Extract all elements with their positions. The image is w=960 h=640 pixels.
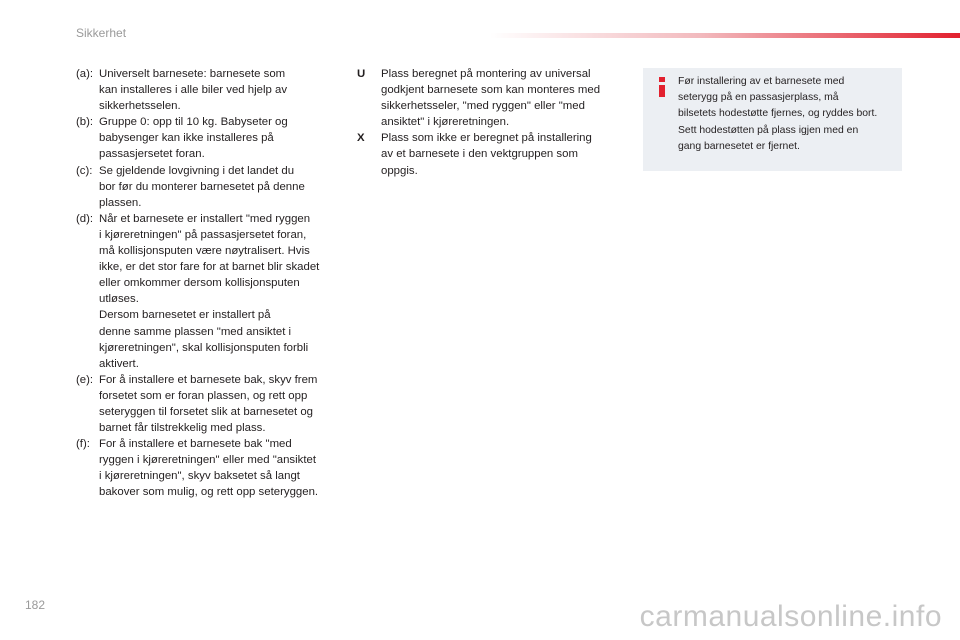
legend-column (357, 66, 627, 179)
text-line: utløses. (99, 293, 139, 306)
text-line: seterygg på en passasjerplass, må (678, 92, 839, 104)
text-line: sikkerhetsselen. (99, 100, 181, 113)
text-line: ikke, er det stor fare for at barnet blir skadet (99, 261, 320, 274)
text-line: må kollisjonsputen være nøytralisert. Hvis (99, 245, 310, 258)
text-line: barnet får tilstrekkelig med plass. (99, 422, 266, 435)
watermark: carmanualsonline.info (639, 600, 942, 633)
section-title: Sikkerhet (76, 26, 127, 40)
note-item (76, 163, 342, 211)
info-icon-dot (659, 77, 665, 82)
text-line: oppgis. (381, 164, 418, 177)
text-line: Dersom barnesetet er installert på (99, 309, 271, 322)
note-item (76, 211, 342, 372)
note-item (76, 114, 342, 162)
note-text (99, 163, 342, 211)
text-line: Før installering av et barnesete med (678, 76, 845, 87)
info-icon-stem (659, 85, 665, 97)
text-line: i kjøreretningen" på passasjersetet foran, (99, 228, 307, 241)
text-line: bakover som mulig, og rett opp seteryggen. (99, 486, 319, 499)
legend-text (381, 66, 627, 130)
legend-item (357, 66, 627, 130)
notes-column (76, 66, 342, 501)
info-icon (659, 77, 665, 95)
note-item (76, 372, 342, 436)
legend-item (357, 130, 627, 178)
text-line: aktivert. (99, 357, 139, 370)
note-text (99, 66, 342, 114)
text-line: Se gjeldende lovgivning i det landet du (99, 164, 295, 177)
note-item (76, 436, 342, 500)
note-text (99, 372, 342, 436)
text-line: av et barnesete i den vektgruppen som (381, 148, 578, 161)
text-line: bor før du monterer barnesetet på denne (99, 180, 305, 193)
note-item (76, 66, 342, 114)
text-line: seteryggen til forsetet slik at barnesetet og (99, 405, 314, 418)
text-line: i kjøreretningen", skyv baksetet så langt (99, 470, 300, 483)
text-line: Plass beregnet på montering av universal (381, 68, 591, 80)
legend-key: X (357, 132, 365, 145)
text-line: For å installere et barnesete bak, skyv frem (99, 373, 318, 386)
note-label: (d): (76, 212, 94, 225)
text-line: eller omkommer dersom kollisjonsputen (99, 277, 300, 290)
text-line: bilsetets hodestøtte fjernes, og ryddes bort. (678, 108, 878, 120)
note-text (99, 436, 342, 500)
text-line: Gruppe 0: opp til 10 kg. Babyseter og (99, 116, 288, 129)
info-text (678, 74, 900, 155)
note-label: (e): (76, 373, 94, 386)
text-line: ryggen i kjøreretningen" eller med "ansiktet (99, 454, 317, 467)
page-number: 182 (25, 598, 46, 612)
text-line: forsetet som er foran plassen, og rett opp (99, 389, 308, 402)
note-text (99, 114, 342, 162)
note-text (99, 211, 342, 372)
note-label: (c): (76, 164, 93, 177)
text-line: Plass som ikke er beregnet på installering (381, 132, 592, 145)
text-line: babysenger kan ikke installeres på (99, 132, 274, 145)
info-box (643, 68, 902, 171)
text-line: Sett hodestøtten på plass igjen med en (678, 124, 859, 136)
legend-text (381, 130, 627, 178)
text-line: Når et barnesete er installert "med ryggen (99, 212, 311, 225)
text-line: denne samme plassen "med ansiktet i (99, 325, 292, 338)
text-line: passasjersetet foran. (99, 148, 205, 161)
text-line: kan installeres i alle biler ved hjelp av (99, 84, 288, 97)
text-line: ansiktet" i kjøreretningen. (381, 116, 510, 129)
text-line: gang barnesetet er fjernet. (678, 140, 800, 152)
text-line: For å installere et barnesete bak "med (99, 438, 292, 451)
header-accent-bar (490, 33, 960, 38)
note-label: (a): (76, 68, 94, 80)
note-label: (f): (76, 438, 90, 451)
text-line: kjøreretningen", skal kollisjonsputen forbli (99, 341, 309, 354)
text-line: sikkerhetsseler, "med ryggen" eller "med (381, 100, 585, 113)
text-line: plassen. (99, 196, 142, 209)
text-line: godkjent barnesete som kan monteres med (381, 84, 601, 97)
text-line: Universelt barnesete: barnesete som (99, 68, 286, 80)
note-label: (b): (76, 116, 94, 129)
legend-key: U (357, 68, 366, 80)
